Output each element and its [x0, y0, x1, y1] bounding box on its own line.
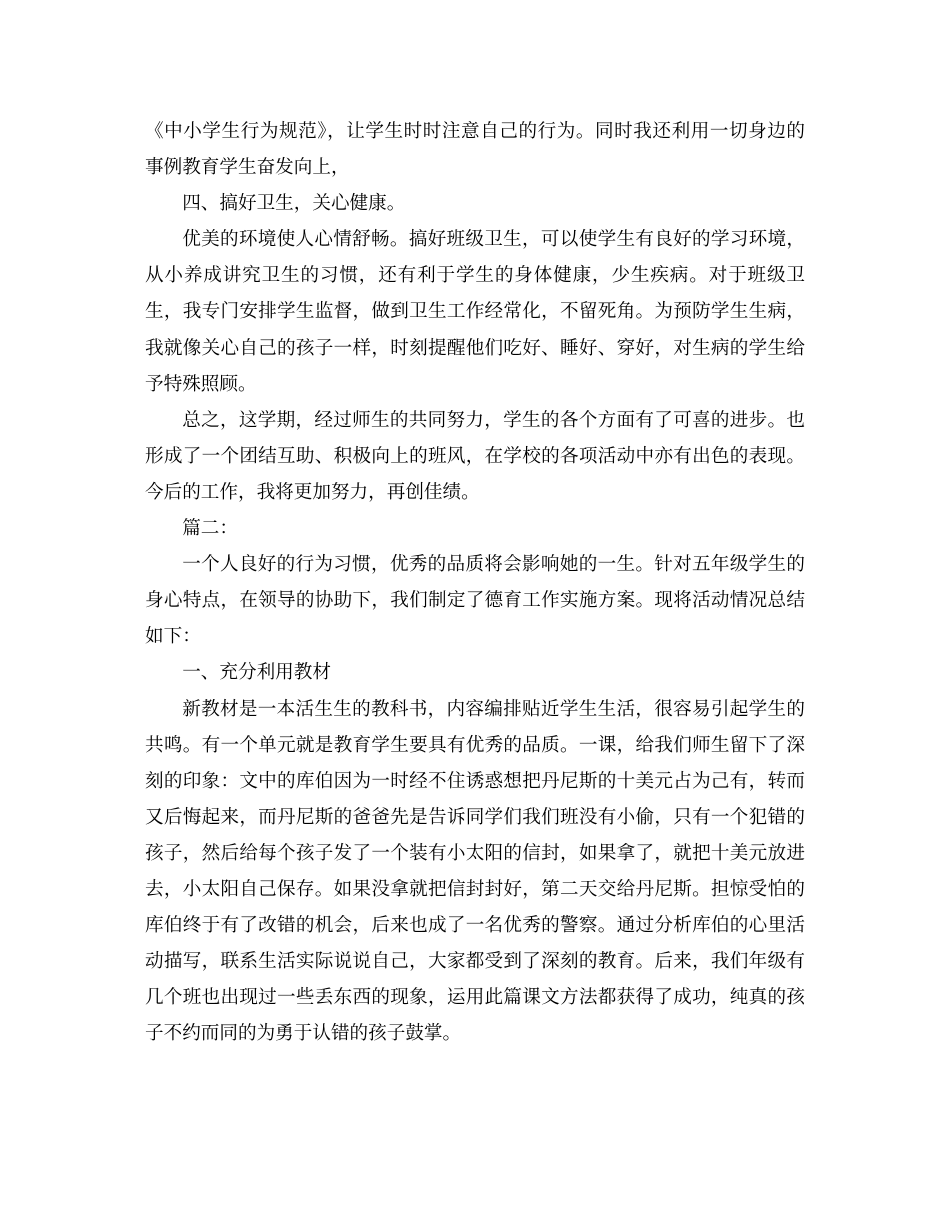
paragraph-continuation: 《中小学生行为规范》，让学生时时注意自己的行为。同时我还利用一切身边的事例教育学生奋发向上，	[145, 121, 805, 179]
paragraph-intro: 一个人良好的行为习惯，优秀的品质将会影响她的一生。针对五年级学生的身心特点，在领导的协助下，我们制定了德育工作实施方案。现将活动情况总结如下：	[145, 554, 805, 648]
document-body	[145, 114, 805, 1052]
paragraph-hygiene: 优美的环境使人心情舒畅。搞好班级卫生，可以使学生有良好的学习环境，从小养成讲究卫生的习惯，还有利于学生的身体健康，少生疾病。对于班级卫生，我专门安排学生监督，做到卫生工作经常化，不留死角。为预防学生生病，我就像关心自己的孩子一样，时刻提醒他们吃好、睡好、穿好，对生病的学生给予特殊照顾。	[145, 229, 805, 395]
section-heading-textbook: 一、充分利用教材	[182, 662, 331, 684]
part-two-heading: 篇二：	[182, 518, 238, 540]
paragraph-summary: 总之，这学期，经过师生的共同努力，学生的各个方面有了可喜的进步。也形成了一个团结互助、积极向上的班风，在学校的各项活动中亦有出色的表现。今后的工作，我将更加努力，再创佳绩。	[145, 409, 805, 503]
section-heading-hygiene: 四、搞好卫生，关心健康。	[182, 193, 406, 215]
paragraph-textbook: 新教材是一本活生生的教科书，内容编排贴近学生生活，很容易引起学生的共鸣。有一个单元就是教育学生要具有优秀的品质。一课，给我们师生留下了深刻的印象：文中的库伯因为一时经不住诱惑想把丹尼斯的十美元占为己有，转而又后悔起来，而丹尼斯的爸爸先是告诉同学们我们班没有小偷，只有一个犯错的孩子，然后给每个孩子发了一个装有小太阳的信封，如果拿了，就把十美元放进去，小太阳自己保存。如果没拿就把信封封好，第二天交给丹尼斯。担惊受怕的库伯终于有了改错的机会，后来也成了一名优秀的警察。通过分析库伯的心里活动描写，联系生活实际说说自己，大家都受到了深刻的教育。后来，我们年级有几个班也出现过一些丢东西的现象，运用此篇课文方法都获得了成功，纯真的孩子不约而同的为勇于认错的孩子鼓掌。	[145, 698, 805, 1045]
